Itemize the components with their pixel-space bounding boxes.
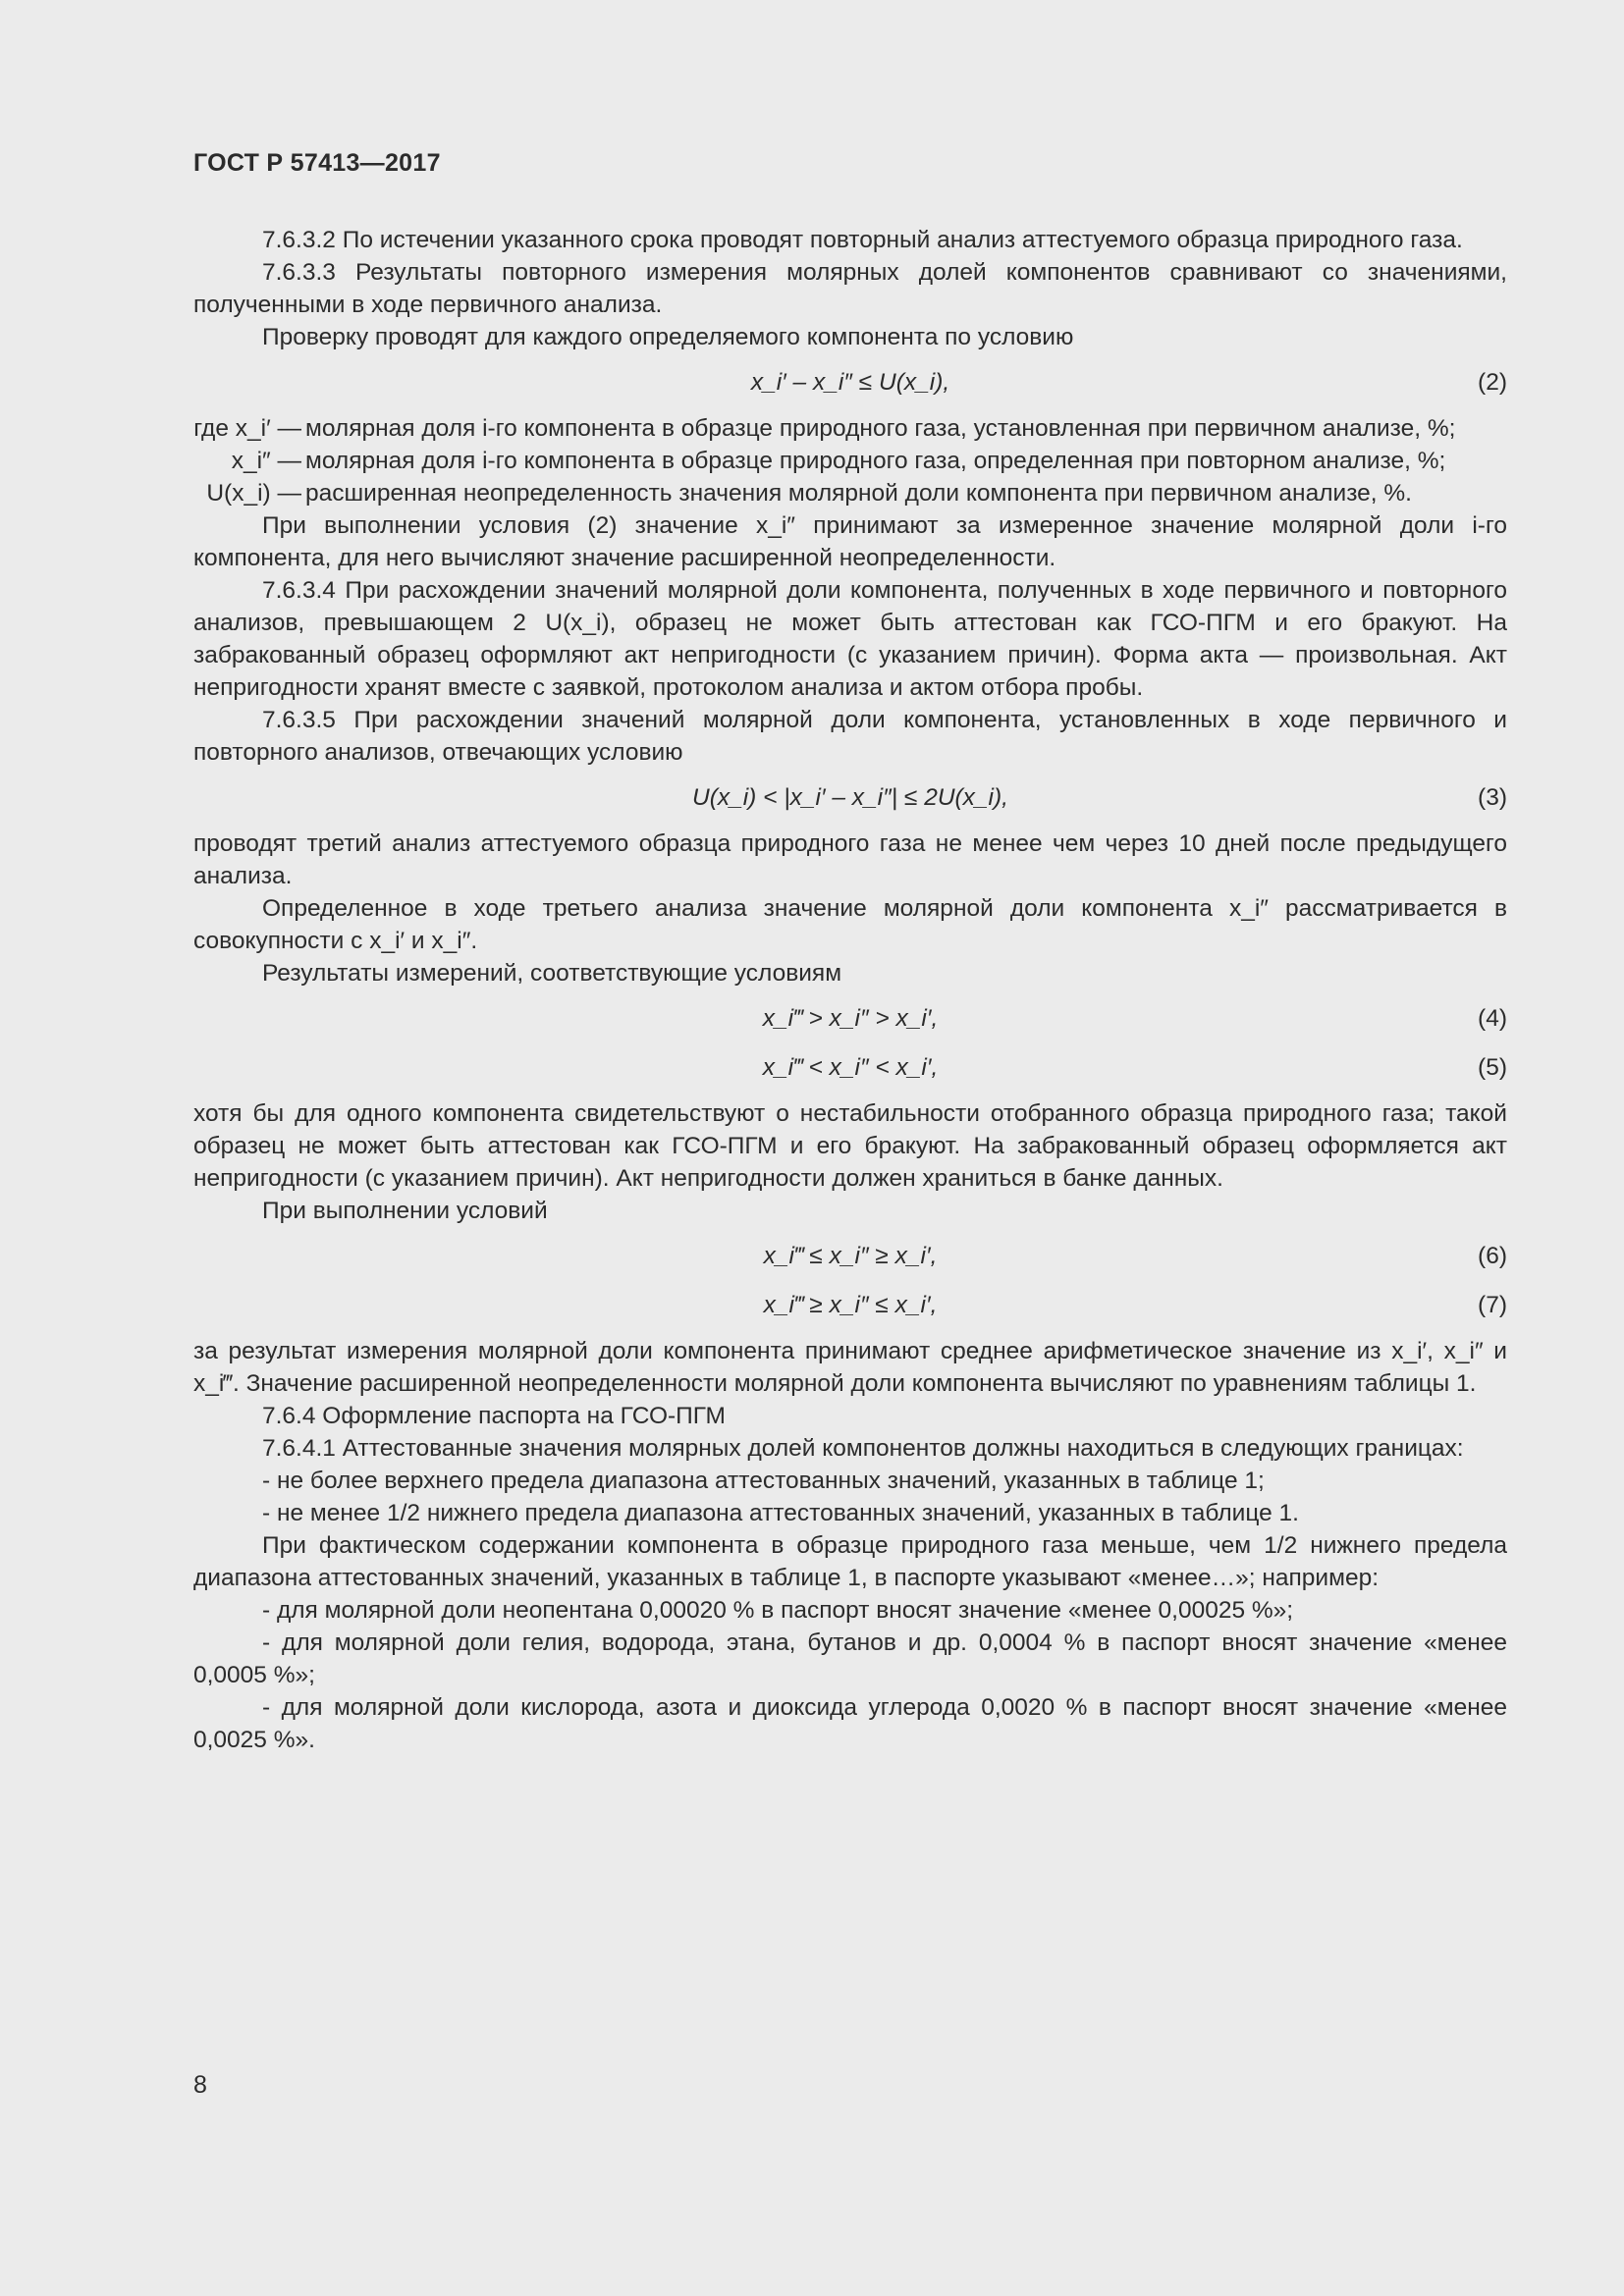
equation-3 <box>193 778 1507 818</box>
equation-formula: x_i′ – x_i″ ≤ U(x_i), <box>750 369 950 396</box>
definition-symbol: x_i″ — <box>231 448 301 474</box>
paragraph-7635: 7.6.3.5 При расхождении значений молярной доли компонента, установленных в ходе первичного и повторного анализов, отвечающих условию <box>193 707 1507 766</box>
equation-formula: x_i‴ < x_i″ < x_i′, <box>762 1054 939 1081</box>
definition-text: молярная доля i-го компонента в образце природного газа, установленная при первичном анализе, %; <box>305 415 1456 442</box>
paragraph-unstable: хотя бы для одного компонента свидетельствуют о нестабильности отобранного образца природного газа; такой образец не может быть аттестован как ГСО-ПГМ и его бракуют. На забракованный образец оформляется акт непригодности (с указанием причин). Акт непригодности должен храниться в банке данных. <box>193 1100 1507 1192</box>
equation-number: (4) <box>1478 1005 1507 1032</box>
equation-formula: U(x_i) < |x_i′ – x_i″| ≤ 2U(x_i), <box>692 784 1008 811</box>
document-body <box>193 224 1507 1756</box>
page-number: 8 <box>193 2071 207 2099</box>
list-item: - не менее 1/2 нижнего предела диапазона аттестованных значений, указанных в таблице 1. <box>262 1500 1299 1526</box>
list-item: - для молярной доли гелия, водорода, этана, бутанов и др. 0,0004 % в паспорт вносят значение «менее 0,0005 %»; <box>193 1629 1507 1688</box>
equation-2 <box>193 363 1507 402</box>
paragraph-mean: за результат измерения молярной доли компонента принимают среднее арифметическое значение из x_i′, x_i″ и x_i‴. Значение расширенной неопределенности молярной доли компонента вычисляют по уравнениям таблицы 1. <box>193 1338 1507 1397</box>
list-item: - для молярной доли неопентана 0,00020 % в паспорт вносят значение «менее 0,00025 %»; <box>262 1597 1294 1624</box>
paragraph-third-analysis: проводят третий анализ аттестуемого образца природного газа не менее чем через 10 дней после предыдущего анализа. <box>193 830 1507 889</box>
definition-item <box>193 445 1507 477</box>
equation-7 <box>193 1286 1507 1325</box>
equation-formula: x_i‴ ≤ x_i″ ≥ x_i′, <box>763 1243 938 1269</box>
paragraph-7634: 7.6.3.4 При расхождении значений молярной доли компонента, полученных в ходе первичного и повторного анализов, превышающем 2 U(x_i), образец не может быть аттестован как ГСО-ПГМ и его бракуют. На забракованный образец оформляют акт непригодности (с указанием причин). Форма акта — произвольная. Акт непригодности хранят вместе с заявкой, протоколом анализа и актом отбора пробы. <box>193 577 1507 701</box>
definition-item <box>193 477 1507 509</box>
paragraph-actual: При фактическом содержании компонента в образце природного газа меньше, чем 1/2 нижнего предела диапазона аттестованных значений, указанных в таблице 1, в паспорте указывают «менее…»; например: <box>193 1532 1507 1591</box>
definition-symbol: U(x_i) — <box>206 480 301 507</box>
paragraph-7633: 7.6.3.3 Результаты повторного измерения молярных долей компонентов сравнивают со значениями, полученными в ходе первичного анализа. <box>193 259 1507 318</box>
definition-text: молярная доля i-го компонента в образце природного газа, определенная при повторном анализе, %; <box>305 448 1446 474</box>
paragraph-condition-2: При выполнении условия (2) значение x_i″ принимают за измеренное значение молярной доли i-го компонента, для него вычисляют значение расширенной неопределенности. <box>193 512 1507 571</box>
definition-symbol: где x_i′ — <box>193 415 301 442</box>
equation-number: (6) <box>1478 1243 1507 1269</box>
equation-formula: x_i‴ > x_i″ > x_i′, <box>762 1005 939 1032</box>
definitions-list <box>193 412 1507 509</box>
equation-4 <box>193 999 1507 1039</box>
paragraph-764: 7.6.4 Оформление паспорта на ГСО-ПГМ <box>262 1403 726 1429</box>
equation-number: (2) <box>1478 369 1507 396</box>
list-item: - не более верхнего предела диапазона аттестованных значений, указанных в таблице 1; <box>262 1468 1265 1494</box>
paragraph-check: Проверку проводят для каждого определяемого компонента по условию <box>262 324 1074 350</box>
definition-text: расширенная неопределенность значения молярной доли компонента при первичном анализе, %. <box>305 480 1412 507</box>
paragraph-7641: 7.6.4.1 Аттестованные значения молярных долей компонентов должны находиться в следующих границах: <box>262 1435 1464 1462</box>
definition-item <box>193 412 1507 445</box>
paragraph-third-value: Определенное в ходе третьего анализа значение молярной доли компонента x_i″ рассматривается в совокупности с x_i′ и x_i″. <box>193 895 1507 954</box>
document-header: ГОСТ Р 57413—2017 <box>193 149 441 177</box>
list-item: - для молярной доли кислорода, азота и диоксида углерода 0,0020 % в паспорт вносят значение «менее 0,0025 %». <box>193 1694 1507 1753</box>
equation-number: (5) <box>1478 1054 1507 1081</box>
equation-number: (7) <box>1478 1292 1507 1318</box>
paragraph-results: Результаты измерений, соответствующие условиям <box>262 960 842 987</box>
equation-number: (3) <box>1478 784 1507 811</box>
paragraph-7632: 7.6.3.2 По истечении указанного срока проводят повторный анализ аттестуемого образца природного газа. <box>262 227 1463 253</box>
equation-formula: x_i‴ ≥ x_i″ ≤ x_i′, <box>763 1292 938 1318</box>
equation-5 <box>193 1048 1507 1088</box>
equation-6 <box>193 1237 1507 1276</box>
paragraph-when: При выполнении условий <box>262 1198 548 1224</box>
